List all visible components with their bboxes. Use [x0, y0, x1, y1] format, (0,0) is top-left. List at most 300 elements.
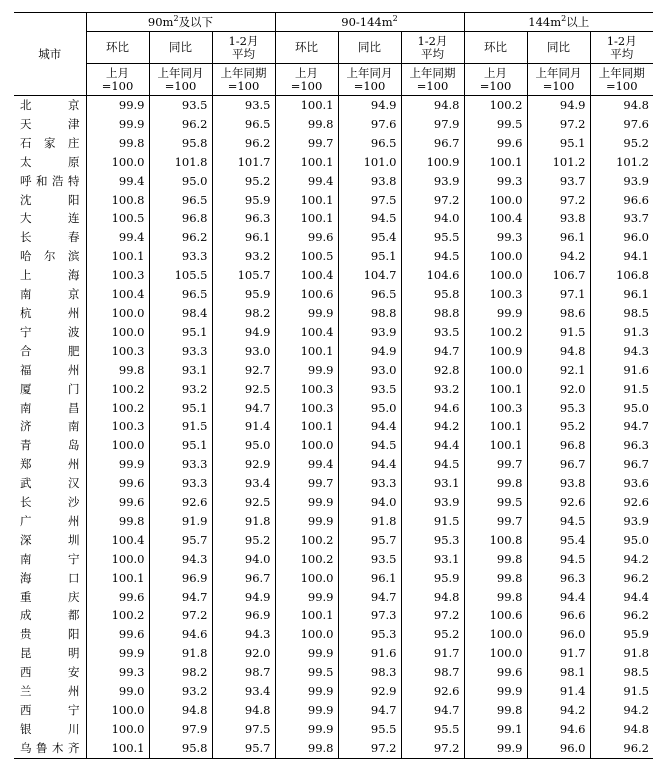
index-value: 95.9	[212, 191, 275, 210]
index-value: 100.1	[275, 606, 338, 625]
table-row	[14, 228, 653, 247]
index-value: 98.8	[338, 304, 401, 323]
index-value: 100.0	[86, 720, 149, 739]
index-value: 100.0	[464, 266, 527, 285]
index-value: 94.7	[212, 399, 275, 418]
index-value: 95.1	[338, 247, 401, 266]
index-value: 105.5	[149, 266, 212, 285]
table-row	[14, 569, 653, 588]
index-value: 99.3	[464, 172, 527, 191]
index-value: 101.8	[149, 153, 212, 172]
index-value: 95.0	[338, 399, 401, 418]
index-value: 97.5	[338, 191, 401, 210]
index-value: 106.7	[527, 266, 590, 285]
index-value: 93.5	[401, 323, 464, 342]
table-row	[14, 493, 653, 512]
index-value: 100.2	[464, 96, 527, 115]
index-value: 99.9	[275, 304, 338, 323]
index-value: 100.3	[86, 342, 149, 361]
index-value: 95.7	[212, 739, 275, 758]
index-value: 99.7	[275, 474, 338, 493]
index-value: 93.5	[338, 380, 401, 399]
index-value: 100.6	[275, 285, 338, 304]
table-row	[14, 644, 653, 663]
city-name: 太原	[20, 154, 80, 169]
index-value: 94.6	[149, 625, 212, 644]
index-value: 93.7	[590, 209, 653, 228]
index-value: 91.7	[527, 644, 590, 663]
index-value: 94.5	[527, 550, 590, 569]
base-header-ytd-avg: 上年同期 =100	[401, 64, 464, 96]
city-name: 北京	[20, 98, 80, 112]
index-value: 100.9	[464, 342, 527, 361]
index-value: 92.1	[527, 361, 590, 380]
index-value: 99.6	[86, 493, 149, 512]
index-value: 96.2	[149, 228, 212, 247]
index-value: 91.5	[149, 417, 212, 436]
index-value: 92.5	[212, 380, 275, 399]
index-value: 92.9	[212, 455, 275, 474]
sub-header-mom: 环比	[86, 32, 149, 64]
index-value: 94.9	[338, 342, 401, 361]
index-value: 95.1	[527, 134, 590, 153]
price-index-table-container	[14, 12, 653, 759]
index-value: 96.3	[527, 569, 590, 588]
index-value: 92.0	[527, 380, 590, 399]
index-value: 99.8	[464, 569, 527, 588]
index-value: 94.6	[401, 399, 464, 418]
index-value: 96.5	[338, 134, 401, 153]
index-value: 99.8	[86, 361, 149, 380]
index-value: 94.8	[401, 588, 464, 607]
index-value: 93.8	[527, 474, 590, 493]
index-value: 95.0	[212, 436, 275, 455]
index-value: 99.4	[275, 172, 338, 191]
index-value: 99.9	[86, 644, 149, 663]
city-name: 宁波	[20, 324, 80, 339]
city-column-header: 城市	[14, 13, 86, 96]
index-value: 105.7	[212, 266, 275, 285]
index-value: 100.0	[275, 436, 338, 455]
index-value: 99.7	[275, 134, 338, 153]
city-name: 银川	[20, 721, 80, 736]
index-value: 99.8	[86, 512, 149, 531]
index-value: 91.4	[212, 417, 275, 436]
index-value: 96.0	[527, 625, 590, 644]
base-header-yoy: 上年同月 =100	[149, 64, 212, 96]
index-value: 94.5	[338, 209, 401, 228]
index-value: 97.1	[527, 285, 590, 304]
index-value: 94.6	[527, 720, 590, 739]
index-value: 91.8	[149, 644, 212, 663]
index-value: 101.7	[212, 153, 275, 172]
index-value: 99.8	[464, 588, 527, 607]
index-value: 100.0	[86, 153, 149, 172]
index-value: 94.8	[590, 720, 653, 739]
index-value: 100.3	[464, 285, 527, 304]
index-value: 96.7	[212, 569, 275, 588]
index-value: 99.8	[86, 134, 149, 153]
index-value: 100.4	[464, 209, 527, 228]
index-value: 94.2	[527, 701, 590, 720]
index-value: 94.8	[149, 701, 212, 720]
table-row	[14, 550, 653, 569]
index-value: 93.5	[212, 96, 275, 115]
index-value: 94.8	[527, 342, 590, 361]
index-value: 93.0	[338, 361, 401, 380]
index-value: 96.1	[527, 228, 590, 247]
table-header	[14, 13, 653, 96]
index-value: 98.5	[590, 304, 653, 323]
index-value: 100.0	[86, 304, 149, 323]
index-value: 100.0	[275, 569, 338, 588]
index-value: 96.1	[338, 569, 401, 588]
index-value: 93.2	[149, 682, 212, 701]
index-value: 99.8	[275, 739, 338, 758]
index-value: 99.9	[275, 644, 338, 663]
index-value: 94.9	[212, 588, 275, 607]
index-value: 100.0	[86, 550, 149, 569]
index-value: 99.6	[464, 134, 527, 153]
index-value: 96.0	[527, 739, 590, 758]
table-row	[14, 436, 653, 455]
group-header-large: $144m^2$以上	[464, 13, 653, 32]
index-value: 96.7	[401, 134, 464, 153]
index-value: 99.0	[86, 682, 149, 701]
index-value: 95.2	[590, 134, 653, 153]
index-value: 95.5	[401, 720, 464, 739]
index-value: 100.9	[401, 153, 464, 172]
index-value: 99.4	[86, 172, 149, 191]
index-value: 99.4	[86, 228, 149, 247]
index-value: 93.1	[401, 474, 464, 493]
price-index-table	[14, 12, 653, 759]
city-name: 济南	[20, 419, 80, 434]
city-name: 海口	[20, 570, 80, 585]
index-value: 98.2	[149, 663, 212, 682]
city-name: 呼和浩特	[20, 173, 80, 188]
index-value: 95.3	[401, 531, 464, 550]
index-value: 99.9	[86, 96, 149, 115]
index-value: 99.8	[464, 701, 527, 720]
city-name: 大连	[20, 211, 80, 226]
index-value: 100.0	[464, 191, 527, 210]
index-value: 94.2	[590, 550, 653, 569]
index-value: 94.3	[212, 625, 275, 644]
index-value: 93.3	[149, 342, 212, 361]
city-name: 西宁	[20, 703, 80, 717]
index-value: 100.2	[464, 323, 527, 342]
index-value: 93.7	[527, 172, 590, 191]
index-value: 95.8	[401, 285, 464, 304]
table-row	[14, 455, 653, 474]
index-value: 99.9	[275, 361, 338, 380]
index-value: 97.2	[527, 115, 590, 134]
index-value: 91.5	[590, 682, 653, 701]
index-value: 95.5	[338, 720, 401, 739]
index-value: 95.0	[149, 172, 212, 191]
index-value: 99.6	[464, 663, 527, 682]
city-name: 深圳	[20, 532, 80, 547]
index-value: 99.7	[464, 512, 527, 531]
table-row	[14, 606, 653, 625]
index-value: 96.6	[590, 191, 653, 210]
index-value: 98.2	[212, 304, 275, 323]
index-value: 94.8	[590, 96, 653, 115]
index-value: 100.1	[275, 96, 338, 115]
index-value: 94.0	[338, 493, 401, 512]
base-header-mom: 上月 =100	[86, 64, 149, 96]
table-row	[14, 115, 653, 134]
index-value: 99.9	[275, 588, 338, 607]
index-value: 99.9	[464, 304, 527, 323]
index-value: 94.5	[338, 436, 401, 455]
index-value: 93.9	[401, 493, 464, 512]
table-row	[14, 209, 653, 228]
index-value: 95.1	[149, 436, 212, 455]
index-value: 92.6	[527, 493, 590, 512]
index-value: 94.7	[149, 588, 212, 607]
index-value: 96.1	[590, 285, 653, 304]
index-value: 94.4	[338, 417, 401, 436]
index-value: 93.6	[590, 474, 653, 493]
city-name: 武汉	[20, 476, 80, 491]
sub-header-yoy: 同比	[527, 32, 590, 64]
index-value: 99.8	[275, 115, 338, 134]
city-name: 沈阳	[20, 192, 80, 207]
index-value: 91.5	[590, 380, 653, 399]
city-name: 福州	[20, 362, 80, 377]
index-value: 100.0	[464, 644, 527, 663]
index-value: 99.3	[86, 663, 149, 682]
city-name: 成都	[20, 608, 80, 623]
index-value: 100.0	[464, 247, 527, 266]
city-name: 天津	[20, 116, 80, 131]
city-name: 南京	[20, 287, 80, 302]
index-value: 104.7	[338, 266, 401, 285]
index-value: 93.9	[338, 323, 401, 342]
base-header-ytd-avg: 上年同期 =100	[590, 64, 653, 96]
index-value: 98.7	[401, 663, 464, 682]
table-row	[14, 663, 653, 682]
index-value: 94.3	[590, 342, 653, 361]
index-value: 99.6	[275, 228, 338, 247]
table-row	[14, 247, 653, 266]
index-value: 96.0	[590, 228, 653, 247]
index-value: 94.4	[401, 436, 464, 455]
index-value: 99.5	[464, 493, 527, 512]
index-value: 100.3	[275, 380, 338, 399]
index-value: 99.4	[275, 455, 338, 474]
index-value: 95.7	[338, 531, 401, 550]
index-value: 94.0	[401, 209, 464, 228]
index-value: 95.2	[401, 625, 464, 644]
table-row	[14, 380, 653, 399]
index-value: 99.8	[464, 474, 527, 493]
index-value: 100.1	[275, 153, 338, 172]
index-value: 96.2	[149, 115, 212, 134]
index-value: 96.5	[149, 285, 212, 304]
city-name: 哈尔滨	[20, 249, 80, 264]
index-value: 100.1	[464, 436, 527, 455]
index-value: 95.8	[149, 739, 212, 758]
index-value: 97.2	[527, 191, 590, 210]
index-value: 95.5	[401, 228, 464, 247]
base-header-yoy: 上年同月 =100	[527, 64, 590, 96]
index-value: 96.9	[212, 606, 275, 625]
sub-header-ytd-avg: 1-2月 平均	[212, 32, 275, 64]
city-name: 兰州	[20, 684, 80, 699]
table-row	[14, 323, 653, 342]
index-value: 96.2	[590, 739, 653, 758]
index-value: 100.0	[275, 625, 338, 644]
sub-header-yoy: 同比	[149, 32, 212, 64]
city-name: 长春	[20, 230, 80, 245]
base-header-yoy: 上年同月 =100	[338, 64, 401, 96]
city-name: 长沙	[20, 495, 80, 510]
index-value: 97.2	[401, 191, 464, 210]
index-value: 99.5	[464, 115, 527, 134]
table-row	[14, 474, 653, 493]
index-value: 92.7	[212, 361, 275, 380]
index-value: 93.3	[149, 474, 212, 493]
index-value: 100.2	[275, 531, 338, 550]
sub-header-mom: 环比	[275, 32, 338, 64]
index-value: 100.2	[86, 380, 149, 399]
city-name: 青岛	[20, 438, 80, 453]
index-value: 94.5	[527, 512, 590, 531]
city-name: 郑州	[20, 457, 80, 472]
index-value: 95.2	[212, 172, 275, 191]
index-value: 100.1	[275, 417, 338, 436]
index-value: 91.8	[590, 644, 653, 663]
index-value: 92.5	[212, 493, 275, 512]
index-value: 99.9	[275, 512, 338, 531]
table-body	[14, 96, 653, 759]
table-row	[14, 399, 653, 418]
index-value: 92.6	[149, 493, 212, 512]
index-value: 100.1	[86, 739, 149, 758]
index-value: 96.5	[212, 115, 275, 134]
index-value: 97.2	[401, 606, 464, 625]
city-name: 昆明	[20, 646, 80, 661]
index-value: 99.5	[275, 663, 338, 682]
index-value: 91.6	[590, 361, 653, 380]
city-name: 杭州	[20, 305, 80, 320]
sub-header-mom: 环比	[464, 32, 527, 64]
index-value: 95.3	[527, 399, 590, 418]
index-value: 100.2	[86, 606, 149, 625]
index-value: 95.9	[590, 625, 653, 644]
index-value: 94.7	[338, 588, 401, 607]
index-value: 96.5	[149, 191, 212, 210]
index-value: 97.3	[338, 606, 401, 625]
index-value: 100.3	[464, 399, 527, 418]
index-value: 99.9	[464, 739, 527, 758]
index-value: 100.0	[464, 361, 527, 380]
index-value: 99.6	[86, 474, 149, 493]
index-value: 99.9	[86, 115, 149, 134]
city-name: 西安	[20, 665, 80, 680]
index-value: 100.1	[464, 380, 527, 399]
index-value: 94.7	[338, 701, 401, 720]
index-value: 96.8	[527, 436, 590, 455]
index-value: 100.6	[464, 606, 527, 625]
index-value: 98.5	[590, 663, 653, 682]
city-name: 南昌	[20, 400, 80, 415]
index-value: 91.5	[401, 512, 464, 531]
index-value: 96.7	[590, 455, 653, 474]
index-value: 95.1	[149, 323, 212, 342]
index-value: 93.4	[212, 682, 275, 701]
table-row	[14, 512, 653, 531]
index-value: 101.2	[590, 153, 653, 172]
index-value: 99.9	[275, 701, 338, 720]
index-value: 99.9	[275, 682, 338, 701]
index-value: 91.9	[149, 512, 212, 531]
sub-header-ytd-avg: 1-2月 平均	[590, 32, 653, 64]
index-value: 93.8	[527, 209, 590, 228]
index-value: 92.8	[401, 361, 464, 380]
index-value: 100.3	[86, 266, 149, 285]
index-value: 95.8	[149, 134, 212, 153]
index-value: 99.9	[464, 682, 527, 701]
index-value: 95.3	[338, 625, 401, 644]
sub-header-ytd-avg: 1-2月 平均	[401, 32, 464, 64]
city-name: 重庆	[20, 589, 80, 604]
sub-header-yoy: 同比	[338, 32, 401, 64]
index-value: 93.2	[401, 380, 464, 399]
table-row	[14, 531, 653, 550]
index-value: 99.9	[275, 493, 338, 512]
index-value: 94.8	[212, 701, 275, 720]
index-value: 94.2	[590, 701, 653, 720]
index-value: 97.2	[338, 739, 401, 758]
index-value: 93.9	[401, 172, 464, 191]
index-value: 94.5	[401, 247, 464, 266]
table-row	[14, 625, 653, 644]
table-row	[14, 266, 653, 285]
index-value: 100.8	[86, 191, 149, 210]
index-value: 100.1	[464, 417, 527, 436]
index-value: 98.3	[338, 663, 401, 682]
table-row	[14, 191, 653, 210]
index-value: 99.7	[464, 455, 527, 474]
table-row	[14, 134, 653, 153]
table-row	[14, 701, 653, 720]
index-value: 92.0	[212, 644, 275, 663]
index-value: 93.8	[338, 172, 401, 191]
index-value: 101.0	[338, 153, 401, 172]
index-value: 99.6	[86, 588, 149, 607]
index-value: 99.9	[86, 455, 149, 474]
index-value: 100.4	[275, 323, 338, 342]
index-value: 94.8	[401, 96, 464, 115]
index-value: 100.1	[86, 569, 149, 588]
sub-header-row	[14, 32, 653, 64]
table-row	[14, 285, 653, 304]
index-value: 93.3	[149, 247, 212, 266]
index-value: 96.1	[212, 228, 275, 247]
index-value: 101.2	[527, 153, 590, 172]
index-value: 96.5	[338, 285, 401, 304]
index-value: 93.9	[590, 172, 653, 191]
index-value: 91.5	[527, 323, 590, 342]
index-value: 91.3	[590, 323, 653, 342]
index-value: 98.6	[527, 304, 590, 323]
city-name: 广州	[20, 513, 80, 528]
group-header-small: $90m^2$及以下	[86, 13, 275, 32]
